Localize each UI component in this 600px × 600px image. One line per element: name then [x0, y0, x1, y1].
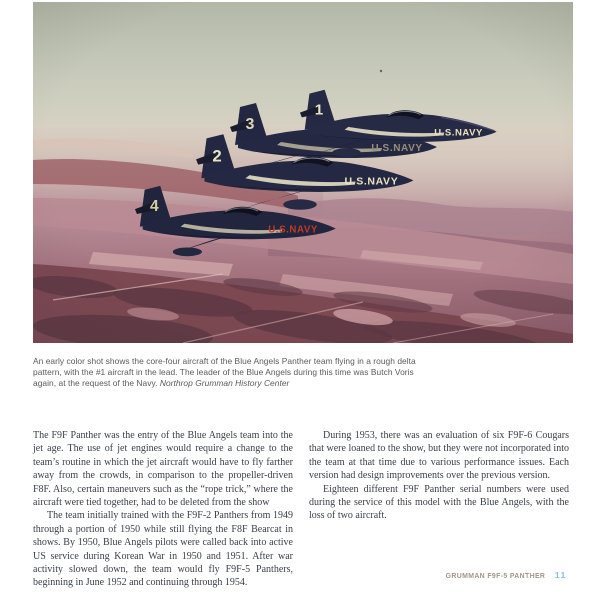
formation-photo [33, 2, 573, 343]
body-text [33, 429, 570, 590]
formation-photo-art [33, 2, 573, 343]
paragraph: Eighteen different F9F Panther serial numbers were used during the service of this model with the Blue Angels, with the loss of two aircraft. [309, 483, 569, 522]
paragraph: During 1953, there was an evaluation of six F9F-6 Cougars that were loaned to the show, but they were not incorporated into the team at that time due to various performance issues. Each version had design improvements over the previous version. [309, 430, 569, 482]
caption-text: again, at the request of the Navy. [33, 377, 160, 388]
page-number: 11 [554, 570, 567, 580]
caption-line: An early color shot shows the core-four aircraft of the Blue Angels Panther team flying in a rough delta [33, 356, 416, 366]
paragraph: The F9F Panther was the entry of the Blue Angels team into the jet age. The use of jet engines would require a change to the team’s routine in which the jet aircraft would have to fly farther away from the crowds, in comparison to the propeller-driven F8F. Also, certain maneuvers such as the “rope trick,” where the aircraft were tied together, had to be deleted from the show [33, 430, 293, 509]
left-column [33, 429, 293, 590]
page-footer [437, 570, 567, 580]
caption-line [33, 378, 453, 389]
photo-vignette [33, 2, 573, 343]
paragraph: The team initially trained with the F9F-2 Panthers from 1949 through a portion of 1950 while still flying the F8F Bearcat in shows. By 1950, Blue Angels pilots were called back into active US service during Korean War in 1950 and 1951. After war activity slowed down, the team would fly F9F-5 Panthers, beginning in June 1952 and continuing through 1954. [33, 510, 293, 589]
photo-caption [33, 356, 453, 389]
caption-credit: Northrop Grumman History Center [159, 377, 290, 388]
caption-line: pattern, with the #1 aircraft in the lead. The leader of the Blue Angels during this time was Butch Voris [33, 366, 414, 377]
running-title: GRUMMAN F9F-5 PANTHER [445, 571, 545, 580]
right-column [309, 429, 569, 590]
